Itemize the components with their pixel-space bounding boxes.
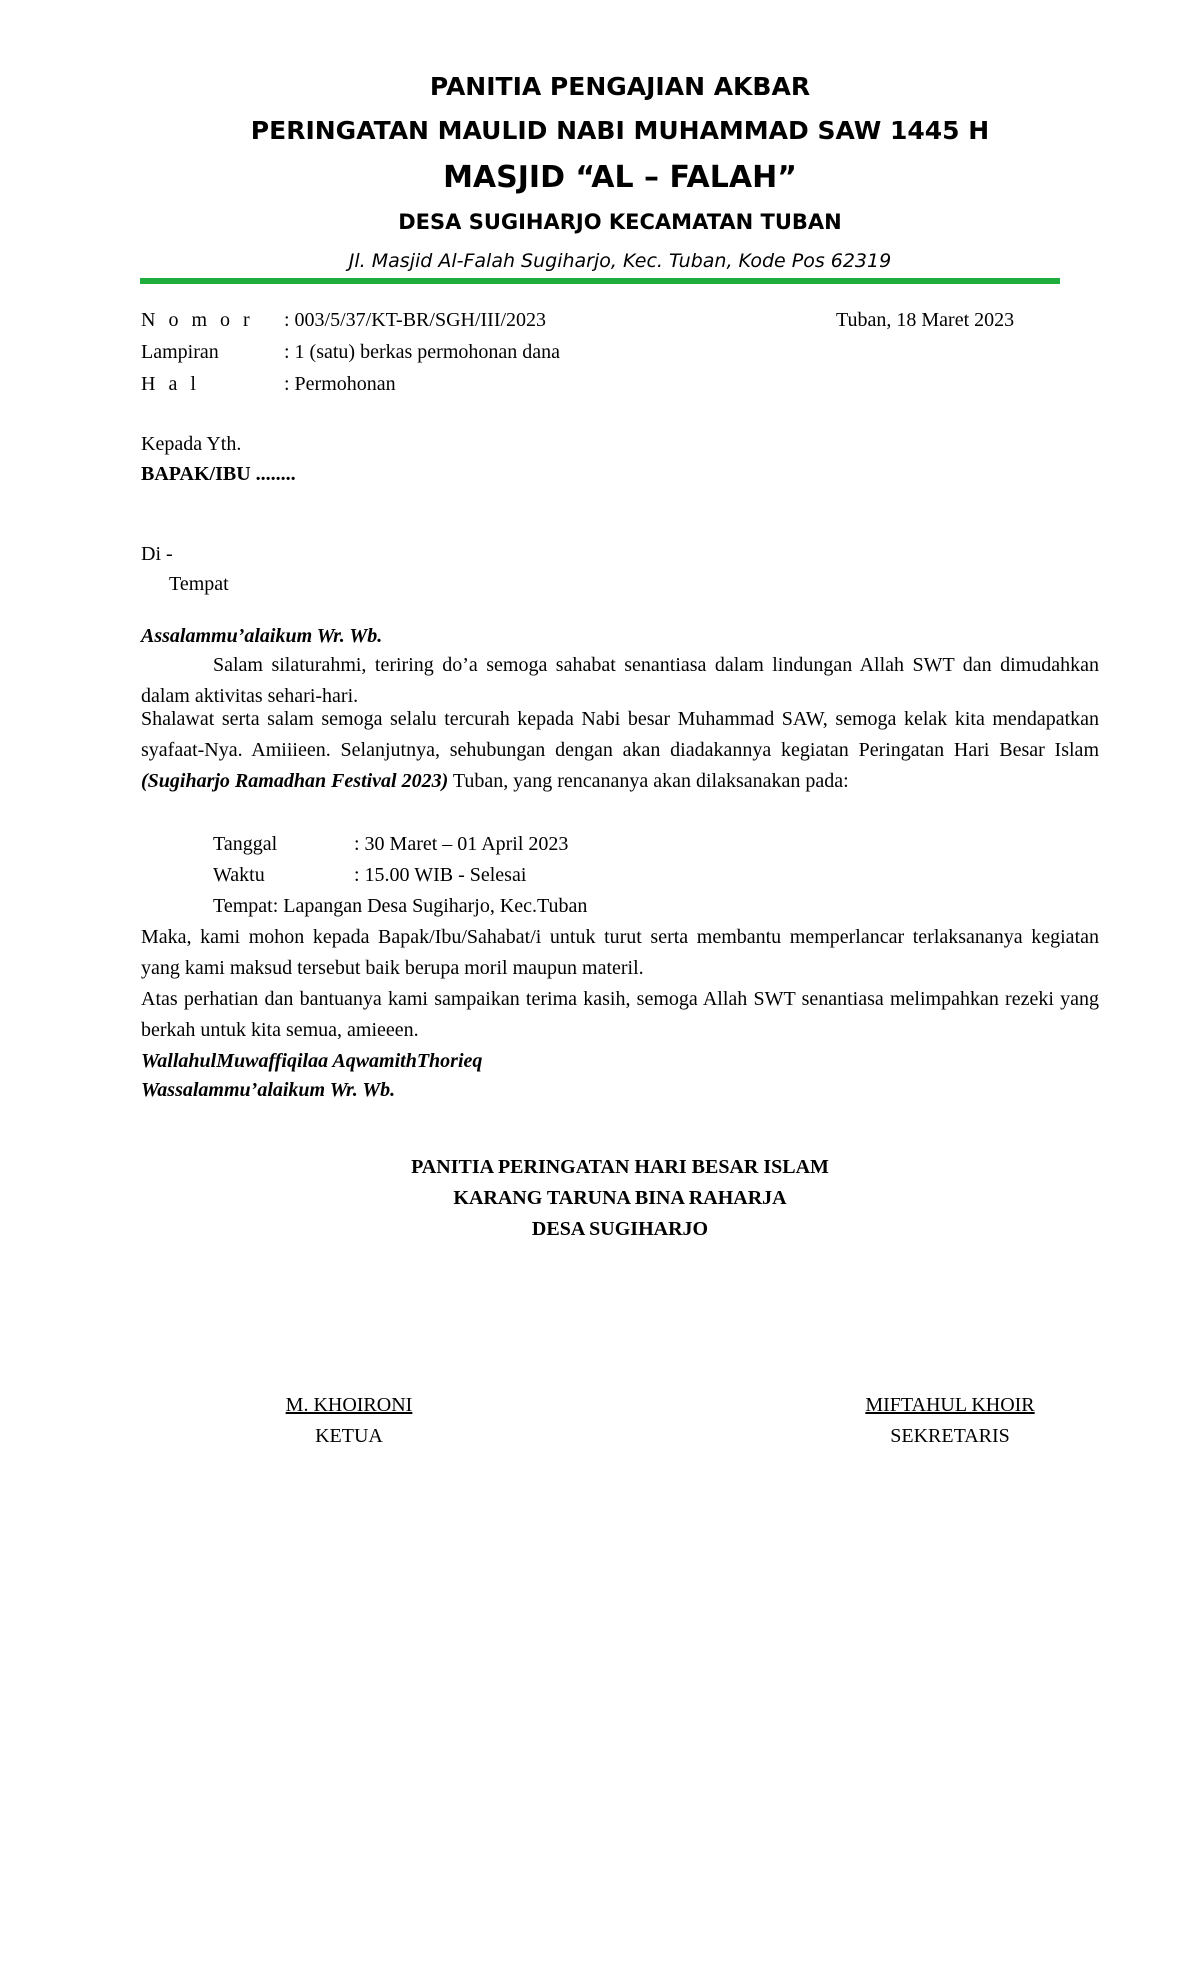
paragraph-request: Maka, kami mohon kepada Bapak/Ibu/Sahabat/i untuk turut serta membantu memperlancar terlaksananya kegiatan yang kami maksud tersebut baik berupa moril maupun materil. bbox=[141, 926, 1099, 979]
letterhead-committee: PANITIA PENGAJIAN AKBAR bbox=[429, 72, 811, 101]
signature-right-name: MIFTAHUL KHOIR bbox=[865, 1394, 1035, 1416]
paragraph-opening: Salam silaturahmi, teriring do’a semoga sahabat senantiasa dalam lindungan Allah SWT dan dimudahkan dalam aktivitas sehari-hari. bbox=[141, 654, 1099, 707]
signature-left-role: KETUA bbox=[315, 1425, 383, 1447]
greeting: Assalammu’alaikum Wr. Wb. bbox=[141, 625, 383, 647]
nomor-value: : 003/5/37/KT-BR/SGH/III/2023 bbox=[284, 309, 547, 331]
signature-right bbox=[845, 1390, 1055, 1452]
paragraph-event-text-b: Tuban, yang rencananya akan dilaksanakan pada: bbox=[448, 770, 849, 792]
paragraph-thanks: Atas perhatian dan bantuanya kami sampaikan terima kasih, semoga Allah SWT senantiasa melimpahkan rezeki yang berkah untuk kita semua, amieeen. bbox=[141, 988, 1099, 1041]
signature-left bbox=[264, 1390, 434, 1452]
waktu-value: : 15.00 WIB - Selesai bbox=[354, 864, 527, 886]
nomor-label: N o m o r bbox=[141, 309, 254, 331]
committee-village: DESA SUGIHARJO bbox=[531, 1218, 709, 1240]
committee-organization: KARANG TARUNA BINA RAHARJA bbox=[453, 1187, 787, 1209]
letterhead-event: PERINGATAN MAULID NABI MUHAMMAD SAW 1445 H bbox=[250, 116, 990, 145]
signature-right-role: SEKRETARIS bbox=[890, 1425, 1010, 1447]
recipient-name: BAPAK/IBU ........ bbox=[141, 463, 296, 485]
lampiran-label: Lampiran bbox=[141, 341, 219, 363]
committee-title: PANITIA PERINGATAN HARI BESAR ISLAM bbox=[411, 1156, 829, 1178]
signature-left-name: M. KHOIRONI bbox=[285, 1394, 413, 1416]
hal-value: : Permohonan bbox=[284, 373, 396, 395]
lampiran-value: : 1 (satu) berkas permohonan dana bbox=[284, 341, 561, 363]
paragraph-event-text-a: Shalawat serta salam semoga selalu tercurah kepada Nabi besar Muhammad SAW, semoga kelak kita mendapatkan syafaat-Nya. Amiiieen. Selanjutnya, sehubungan dengan akan diadakannya kegiatan Peringatan Hari Besar Islam bbox=[141, 708, 1099, 761]
tanggal-label: Tanggal bbox=[213, 833, 278, 855]
letterhead-mosque: MASJID “AL – FALAH” bbox=[443, 160, 797, 195]
letterhead-rule bbox=[140, 278, 1060, 284]
waktu-label: Waktu bbox=[213, 864, 265, 886]
event-name: (Sugiharjo Ramadhan Festival 2023) bbox=[141, 770, 449, 792]
hal-label: H a l bbox=[141, 373, 200, 395]
recipient-salutation: Kepada Yth. bbox=[141, 433, 242, 455]
letterhead-village: DESA SUGIHARJO KECAMATAN TUBAN bbox=[398, 210, 842, 234]
paragraph-event bbox=[141, 704, 1099, 797]
letter-date: Tuban, 18 Maret 2023 bbox=[836, 309, 1015, 331]
tanggal-value: : 30 Maret – 01 April 2023 bbox=[354, 833, 569, 855]
recipient-place: Tempat bbox=[169, 573, 229, 595]
recipient-di: Di - bbox=[141, 543, 173, 565]
closing-greeting: Wassalammu’alaikum Wr. Wb. bbox=[141, 1079, 396, 1101]
closing-prayer: WallahulMuwaffiqilaa AqwamithThorieq bbox=[141, 1050, 483, 1072]
tempat-line: Tempat: Lapangan Desa Sugiharjo, Kec.Tuban bbox=[213, 895, 588, 917]
letterhead-address: Jl. Masjid Al-Falah Sugiharjo, Kec. Tuban, Kode Pos 62319 bbox=[348, 250, 892, 272]
